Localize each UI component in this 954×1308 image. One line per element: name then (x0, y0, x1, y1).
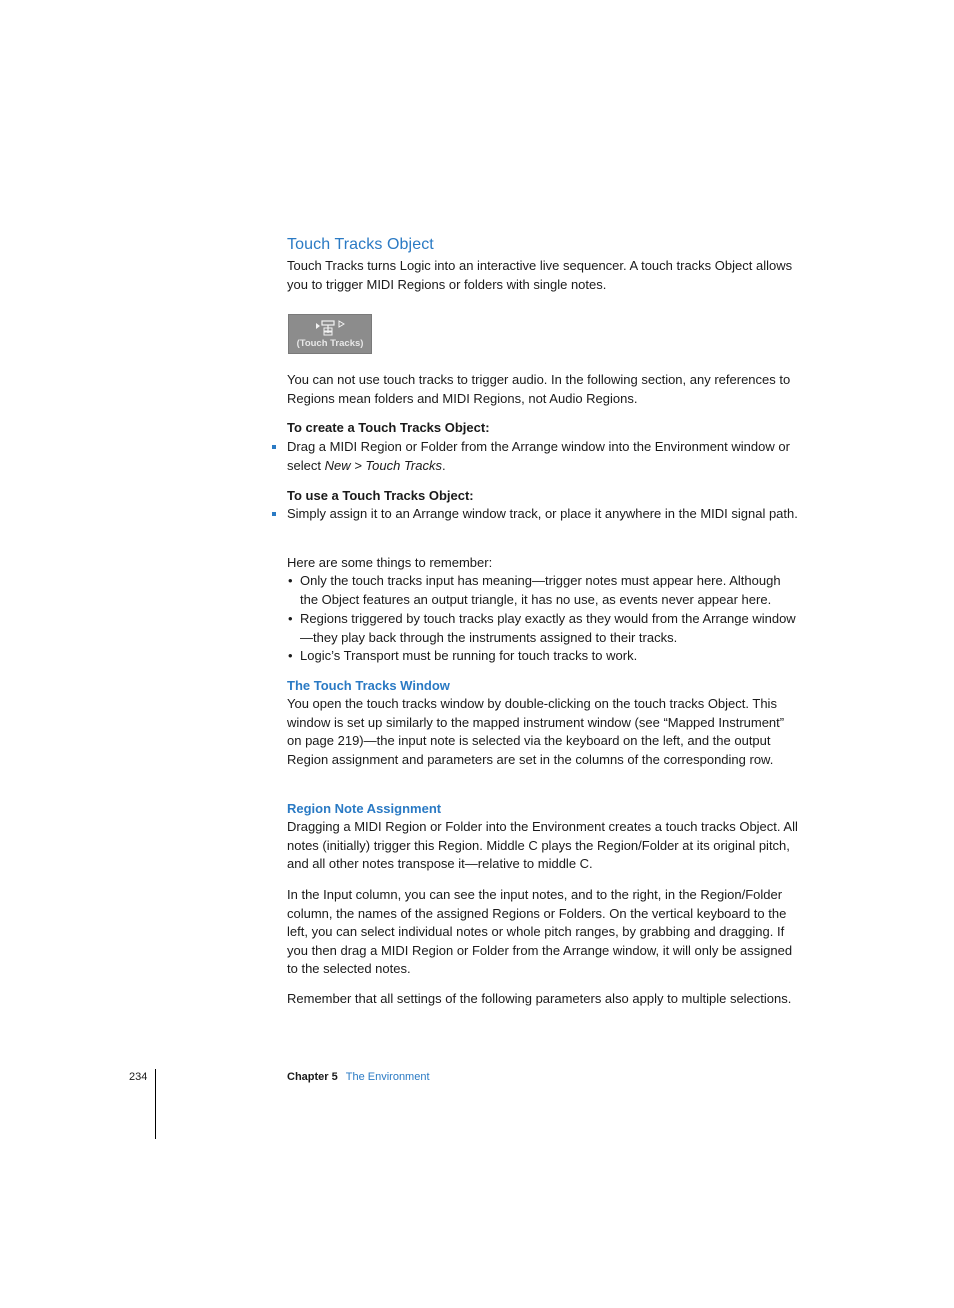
assignment-paragraph-3: Remember that all settings of the following parameters also apply to multiple selections. (287, 991, 792, 1006)
remember-item: Logic’s Transport must be running for touch tracks to work. (300, 648, 638, 663)
remember-intro: Here are some things to remember: (287, 555, 493, 570)
create-label: To create a Touch Tracks Object: (287, 420, 490, 435)
create-step-end: . (441, 457, 446, 473)
subheading-region-note-assignment: Region Note Assignment (287, 801, 442, 816)
bullet-dot-icon: • (288, 573, 293, 588)
window-paragraph: You open the touch tracks window by double-clicking on the touch tracks Object. This window is set up similarly to the mapped instrument window (see “Mapped Instrument” on page 219)—the input note is selected via the keyboard on the left, and the output Region assignment and parameters are set in the columns of the corresponding row. (287, 696, 785, 767)
bullet-dot-icon: • (288, 648, 293, 663)
create-step-menu-path: New > Touch Tracks (324, 457, 442, 473)
remember-item: Only the touch tracks input has meaning—trigger notes must appear here. Although the Object features an output triangle, it has no use, as events never appear here. (300, 573, 781, 607)
remember-item: Regions triggered by touch tracks play exactly as they would from the Arrange window—they play back through the instruments assigned to their tracks. (300, 611, 796, 645)
create-step-text: Drag a MIDI Region or Folder from the Arrange window into the Environment window or select (287, 439, 790, 473)
chapter-label: Chapter 5 (287, 1071, 338, 1083)
use-label: To use a Touch Tracks Object: (287, 488, 474, 503)
subheading-touch-tracks-window: The Touch Tracks Window (287, 678, 450, 693)
section-heading: Touch Tracks Object (287, 236, 434, 253)
footer-chapter (287, 1071, 430, 1083)
object-label: (Touch Tracks) (296, 338, 364, 349)
assignment-paragraph-1: Dragging a MIDI Region or Folder into the Environment creates a touch tracks Object. All notes (initially) trigger this Region. Middle C plays the Region/Folder at its original pitch, and all other notes transpose it—relative to middle C. (287, 819, 798, 872)
touch-tracks-object-image (288, 314, 372, 354)
bullet-square-icon (272, 445, 276, 449)
bullet-dot-icon: • (288, 611, 293, 626)
intro-paragraph: Touch Tracks turns Logic into an interactive live sequencer. A touch tracks Object allows you to trigger MIDI Regions or folders with single notes. (287, 258, 793, 292)
assignment-paragraph-2: In the Input column, you can see the input notes, and to the right, in the Region/Folder column, the names of the assigned Regions or Folders. On the vertical keyboard to the left, you can select individual notes or whole pitch ranges, by grabbing and dragging. If you then drag a MIDI Region or Folder from the Arrange window, it will only be assigned to the selected notes. (287, 887, 793, 977)
page-number: 234 (129, 1071, 148, 1083)
chapter-title-link[interactable]: The Environment (345, 1071, 430, 1083)
create-step (287, 438, 799, 475)
footer-divider (155, 1069, 156, 1139)
touch-tracks-object-icon (315, 319, 347, 337)
bullet-square-icon (272, 512, 276, 516)
use-step: Simply assign it to an Arrange window track, or place it anywhere in the MIDI signal path. (287, 506, 798, 521)
audio-note-paragraph: You can not use touch tracks to trigger audio. In the following section, any references to Regions mean folders and MIDI Regions, not Audio Regions. (287, 372, 791, 406)
